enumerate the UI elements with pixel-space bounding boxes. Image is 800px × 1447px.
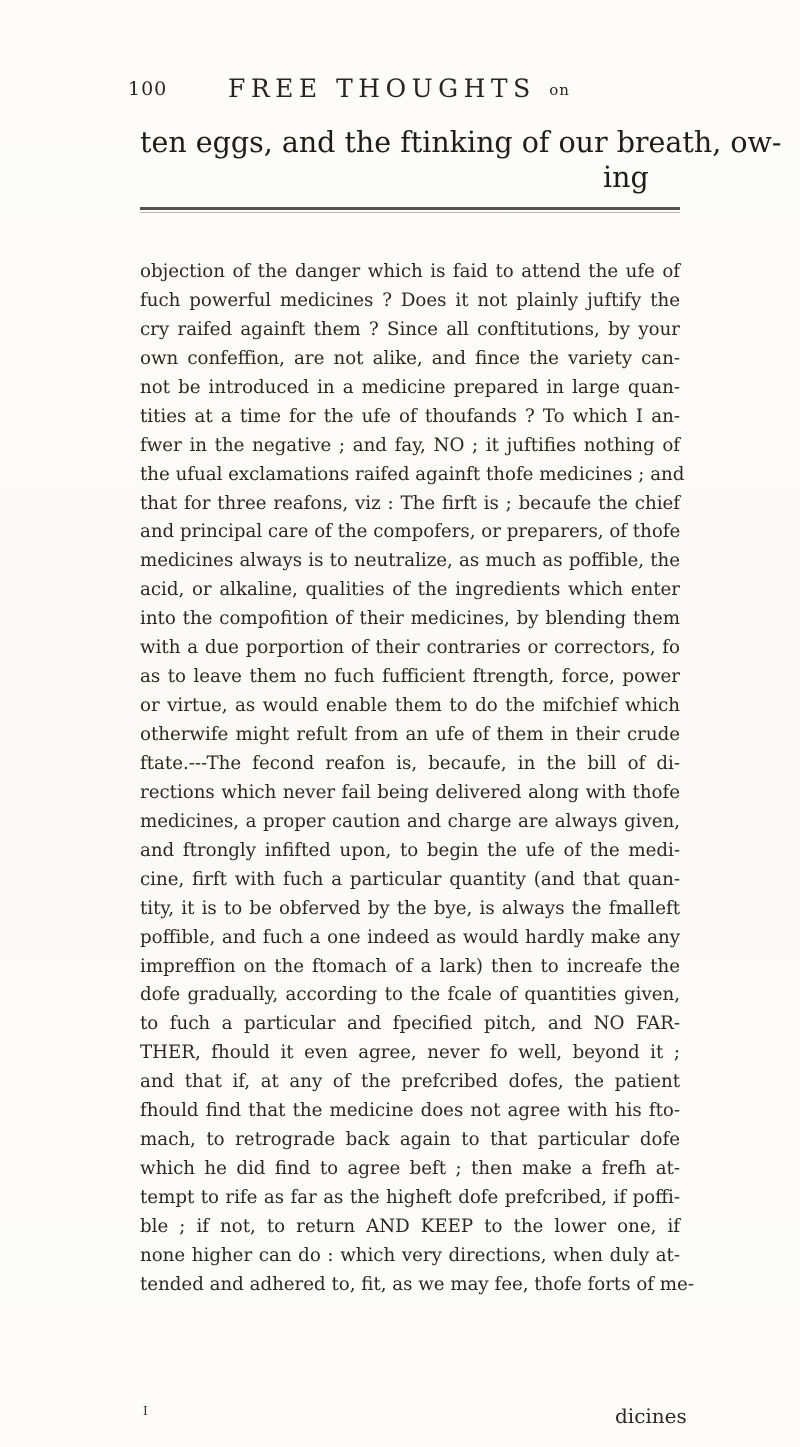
text-line: THER, fhould it even agree, never fo well, beyond it ; bbox=[140, 1042, 680, 1064]
text-line: own confeffion, are not alike, and fince the variety can- bbox=[140, 347, 680, 369]
text-line: poffible, and fuch a one indeed as would hardly make any bbox=[140, 926, 680, 948]
text-line: ble ; if not, to return AND KEEP to the lower one, if bbox=[140, 1215, 680, 1237]
text-line: as to leave them no fuch fufficient ftrength, force, power bbox=[140, 666, 680, 688]
text-line: mach, to retrograde back again to that particular dofe bbox=[140, 1129, 680, 1151]
text-line: fuch powerful medicines ? Does it not plainly juftify the bbox=[140, 289, 680, 311]
section-rule bbox=[140, 207, 680, 210]
text-line: cry raifed againft them ? Since all conftitutions, by your bbox=[140, 318, 680, 340]
section-rule-thin bbox=[140, 212, 680, 213]
page-number: 100 bbox=[128, 78, 168, 100]
text-line: rections which never fail being delivered along with thofe bbox=[140, 781, 680, 803]
text-line: tempt to rife as far as the higheft dofe prefcribed, if poffi- bbox=[140, 1187, 680, 1208]
opening-line-continuation: ing bbox=[603, 161, 649, 194]
text-line: acid, or alkaline, qualities of the ingredients which enter bbox=[140, 579, 680, 601]
text-line: fhould find that the medicine does not agree with his fto- bbox=[140, 1100, 680, 1122]
text-line: the ufual exclamations raifed againft thofe medicines ; and bbox=[140, 463, 685, 485]
text-line: and that if, at any of the prefcribed dofes, the patient bbox=[140, 1071, 680, 1093]
running-title bbox=[228, 74, 570, 103]
catchword: dicines bbox=[615, 1404, 687, 1428]
text-line: or virtue, as would enable them to do the mifchief which bbox=[140, 695, 680, 717]
text-line: into the compofition of their medicines, by blending them bbox=[140, 608, 680, 630]
running-title-main: FREE THOUGHTS bbox=[228, 74, 536, 103]
text-line: dofe gradually, according to the fcale of quantities given, bbox=[140, 984, 680, 1006]
text-line: medicines, a proper caution and charge are always given, bbox=[140, 810, 680, 832]
text-line: none higher can do : which very directions, when duly at- bbox=[140, 1244, 680, 1266]
text-line: tity, it is to be obferved by the bye, is always the fmalleft bbox=[140, 897, 680, 919]
text-line: tended and adhered to, fit, as we may fee, thofe forts of me- bbox=[140, 1273, 694, 1295]
running-head bbox=[128, 74, 680, 106]
text-line: otherwife might refult from an ufe of them in their crude bbox=[140, 724, 680, 745]
text-line: to fuch a particular and fpecified pitch, and NO FAR- bbox=[140, 1013, 680, 1035]
text-line: tities at a time for the ufe of thoufands ? To which I an- bbox=[140, 405, 680, 427]
running-title-small: on bbox=[549, 81, 570, 99]
text-line: with a due porportion of their contraries or correctors, fo bbox=[140, 637, 680, 659]
text-line: and principal care of the compofers, or preparers, of thofe bbox=[140, 521, 681, 543]
text-line: which he did find to agree beft ; then make a frefh at- bbox=[140, 1158, 680, 1180]
body-text bbox=[140, 258, 694, 1300]
text-line: objection of the danger which is faid to attend the ufe of bbox=[140, 261, 680, 282]
opening-line: ten eggs, and the ftinking of our breath, ow- bbox=[140, 126, 782, 159]
text-line: ftate.---The fecond reafon is, becaufe, in the bill of di- bbox=[140, 752, 680, 774]
signature-mark: I bbox=[143, 1404, 148, 1418]
text-line: medicines always is to neutralize, as much as poffible, the bbox=[140, 550, 680, 572]
text-line: impreffion on the ftomach of a lark) then to increafe the bbox=[140, 955, 680, 977]
text-line: and ftrongly infifted upon, to begin the ufe of the medi- bbox=[140, 839, 680, 861]
text-line: fwer in the negative ; and fay, NO ; it juftifies nothing of bbox=[140, 434, 680, 456]
text-line: that for three reafons, viz : The firft is ; becaufe the chief bbox=[140, 492, 680, 514]
text-line: cine, firft with fuch a particular quantity (and that quan- bbox=[140, 868, 680, 890]
text-line: not be introduced in a medicine prepared in large quan- bbox=[140, 376, 680, 398]
